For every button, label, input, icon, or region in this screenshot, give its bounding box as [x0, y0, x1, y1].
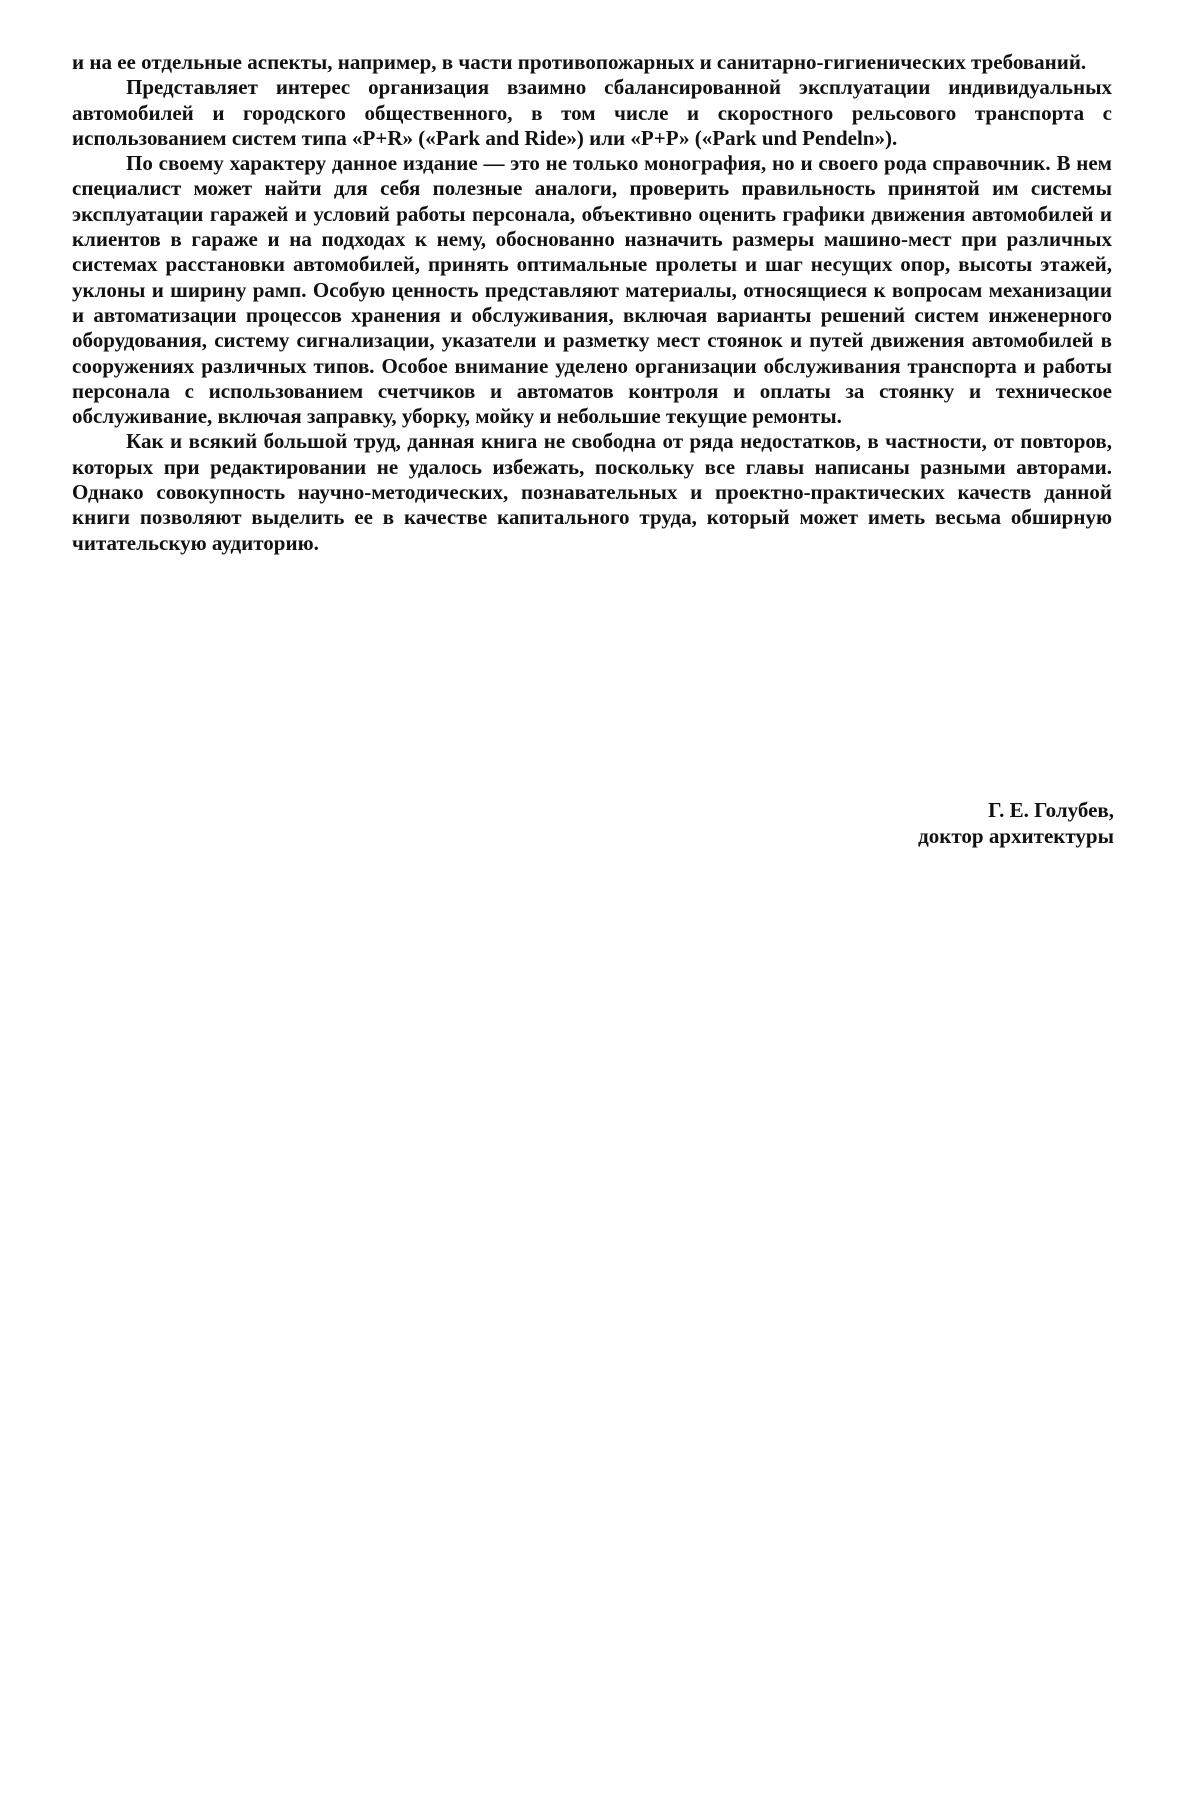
paragraph-park-and-ride: Представляет интерес организация взаимно сбалансированной эксплуатации индивидуальных автомобилей и городского общественного, в том числе и скоростного рельсового транспорта с использованием систем типа «Р+R» («Park and Ride») или «Р+Р» («Park und Pendeln»). [72, 75, 1112, 150]
paragraph-conclusion: Как и всякий большой труд, данная книга не свободна от ряда недостатков, в частности, от повторов, которых при редактировании не удалось избежать, поскольку все главы написаны разными авторами. Однако совокупность научно-методических, познавательных и проектно-практических качеств данной книги позволяют выделить ее в качестве капитального труда, который может иметь весьма обширную читательскую аудиторию. [72, 429, 1112, 555]
paragraph-reference-value: По своему характеру данное издание — это не только монография, но и своего рода справочник. В нем специалист может найти для себя полезные аналоги, проверить правильность принятой им системы эксплуатации гаражей и условий работы персонала, объективно оценить графики движения автомобилей и клиентов в гараже и на подходах к нему, обоснованно назначить размеры машино-мест при различных системах расстановки автомобилей, принять оптимальные пролеты и шаг несущих опор, высоты этажей, уклоны и ширину рамп. Особую ценность представляют материалы, относящиеся к вопросам механизации и автоматизации процессов хранения и обслуживания, включая варианты решений систем инженерного оборудования, систему сигнализации, указатели и разметку мест стоянок и путей движения автомобилей в сооружениях различных типов. Особое внимание уделено организации обслуживания транспорта и работы персонала с использованием счетчиков и автоматов контроля и оплаты за стоянку и техническое обслуживание, включая заправку, уборку, мойку и небольшие текущие ремонты. [72, 151, 1112, 429]
signature-name: Г. Е. Голубев, [988, 798, 1114, 822]
body-text [72, 50, 1112, 556]
signature-block [918, 797, 1114, 849]
signature-title: доктор архитектуры [918, 824, 1114, 848]
paragraph-continuation: и на ее отдельные аспекты, например, в части противопожарных и санитарно-гигиенических требований. [72, 50, 1087, 74]
